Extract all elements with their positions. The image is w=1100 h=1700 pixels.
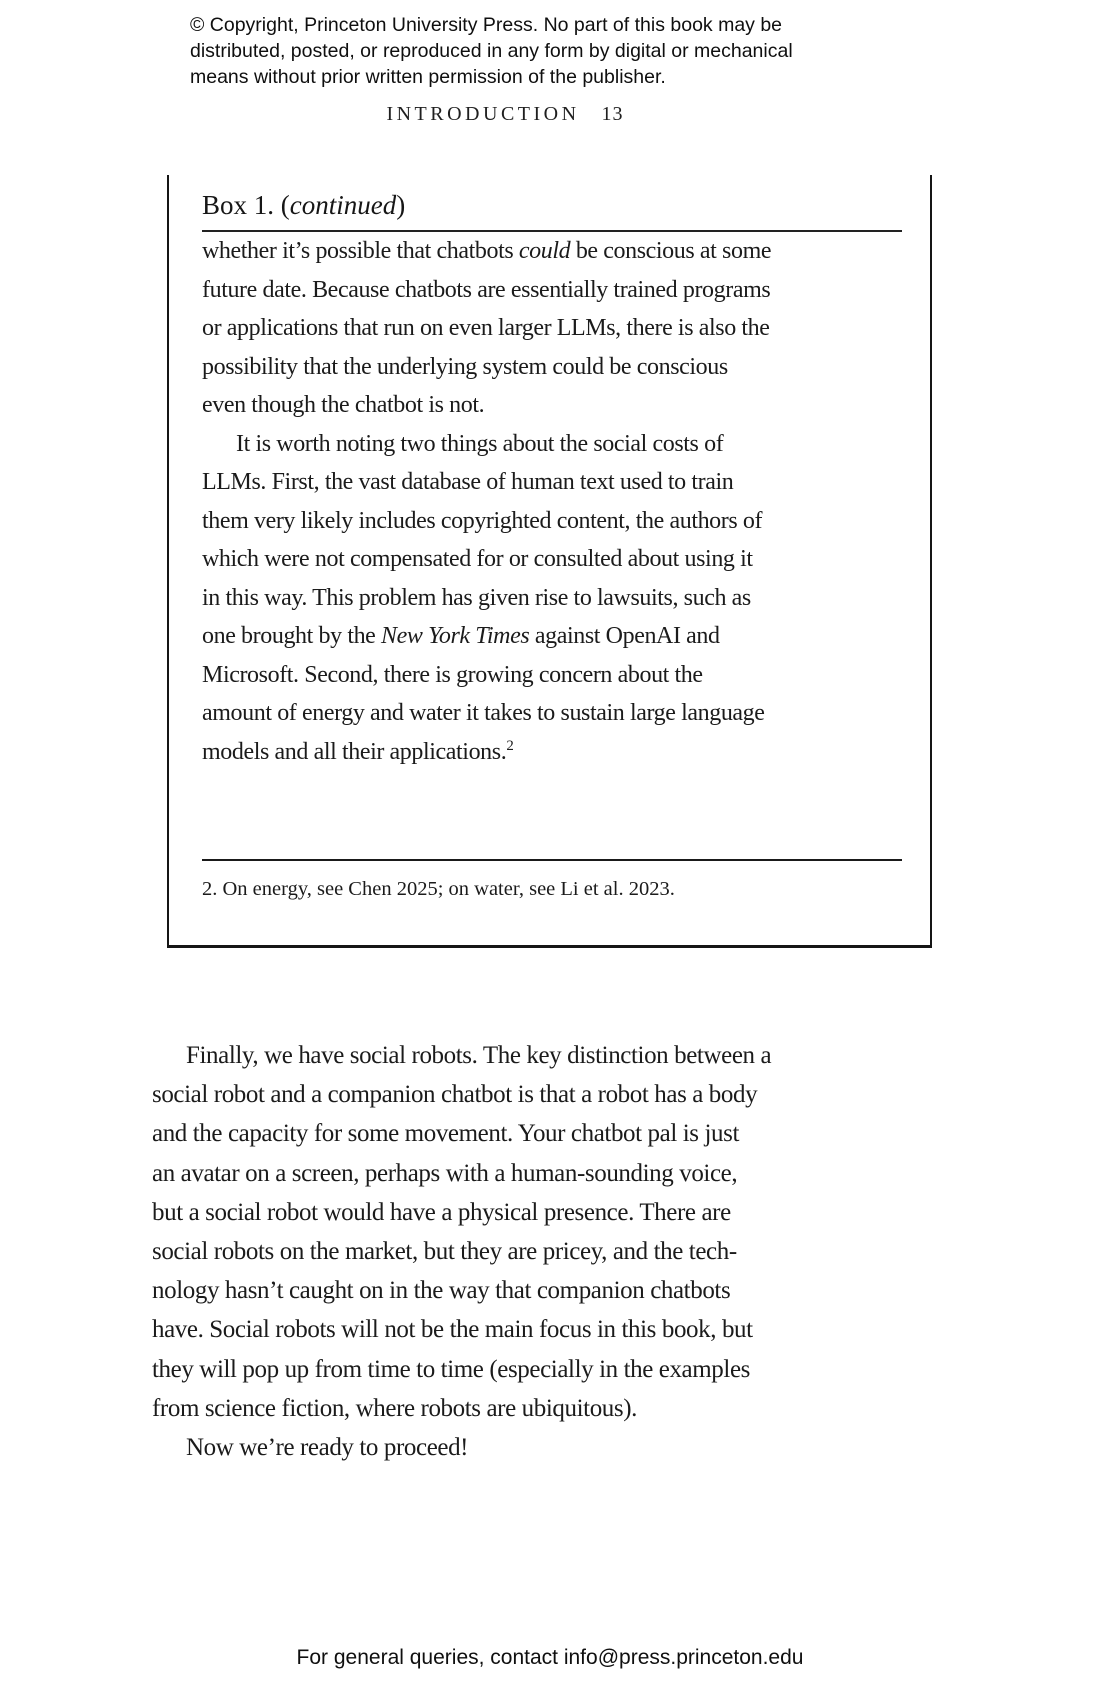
- box-paragraph: [202, 425, 902, 772]
- footnote-separator: [202, 859, 902, 861]
- text-segment: or applications that run on even larger LLMs, there is also the: [202, 315, 770, 341]
- text-line: [202, 271, 902, 310]
- text-line: [202, 694, 902, 733]
- text-segment: nology hasn’t caught on in the way that companion chatbots: [152, 1277, 731, 1305]
- body-paragraph: [152, 1036, 771, 1428]
- text-line: [152, 1271, 771, 1310]
- text-segment: in this way. This problem has given rise to lawsuits, such as: [202, 584, 751, 611]
- text-segment: them very likely includes copyrighted content, the authors of: [202, 507, 763, 534]
- text-segment: whether it’s possible that chatbots: [202, 238, 519, 264]
- text-line: [202, 617, 902, 656]
- text-line: [202, 232, 902, 271]
- text-line: [152, 1350, 771, 1389]
- box-title-continued-label: continued: [289, 190, 397, 220]
- text-line: [152, 1310, 771, 1349]
- text-segment: amount of energy and water it takes to sustain large language: [202, 700, 765, 726]
- running-head-title: INTRODUCTION: [386, 103, 580, 125]
- text-segment: LLMs. First, the vast database of human text used to train: [202, 469, 734, 495]
- box-title: [202, 189, 902, 221]
- text-line: [152, 1389, 771, 1428]
- continued-box: [167, 175, 932, 948]
- body-text: [152, 1036, 771, 1467]
- running-head-page-number: 13: [601, 103, 624, 125]
- text-segment: possibility that the underlying system could be conscious: [202, 353, 728, 380]
- text-segment: which were not compensated for or consulted about using it: [202, 546, 753, 572]
- text-segment: they will pop up from time to time (especially in the examples: [152, 1355, 750, 1383]
- text-segment: Microsoft. Second, there is growing concern about the: [202, 661, 703, 688]
- text-segment: against OpenAI and: [529, 623, 720, 649]
- text-line: [152, 1075, 771, 1114]
- text-segment: even though the chatbot is not.: [202, 392, 485, 418]
- text-line: [152, 1193, 771, 1232]
- text-segment: be conscious at some: [570, 238, 772, 264]
- text-segment: social robot and a companion chatbot is that a robot has a body: [152, 1081, 758, 1109]
- copyright-notice: [190, 12, 793, 90]
- text-line: [202, 540, 902, 579]
- footnote-reference: 2: [506, 737, 514, 754]
- continued-box-content: [169, 175, 930, 902]
- text-segment: but a social robot would have a physical presence. There are: [152, 1198, 731, 1226]
- text-segment: have. Social robots will not be the main focus in this book, but: [152, 1316, 753, 1344]
- text-segment: social robots on the market, but they are pricey, and the tech-: [152, 1238, 737, 1266]
- text-line: [202, 463, 902, 502]
- text-segment: and the capacity for some movement. Your chatbot pal is just: [152, 1120, 739, 1148]
- text-segment: It is worth noting two things about the social costs of: [236, 430, 724, 457]
- text-line: [152, 1428, 771, 1467]
- text-segment: models and all their applications.: [202, 738, 507, 765]
- text-line: [152, 1232, 771, 1271]
- text-line: [152, 1154, 771, 1193]
- text-line: [152, 1036, 771, 1075]
- footnote: 2. On energy, see Chen 2025; on water, see Li et al. 2023.: [202, 878, 675, 900]
- text-segment: Finally, we have social robots. The key distinction between a: [186, 1042, 772, 1069]
- text-line: [202, 733, 902, 772]
- box-title-suffix: ): [396, 190, 406, 220]
- box-title-prefix: Box 1. (: [202, 190, 290, 220]
- text-segment: one brought by the: [202, 623, 382, 649]
- body-paragraph: [152, 1428, 771, 1467]
- text-line: [202, 425, 902, 464]
- italic-text: New York Times: [381, 623, 530, 649]
- running-head: [0, 103, 1010, 126]
- text-line: [202, 579, 902, 618]
- box-paragraph: [202, 232, 902, 425]
- text-segment: from science fiction, where robots are ubiquitous).: [152, 1394, 637, 1422]
- page-footer: For general queries, contact info@press.princeton.edu: [296, 1646, 804, 1669]
- text-line: [202, 348, 902, 387]
- text-line: [202, 656, 902, 695]
- text-line: [152, 1114, 771, 1153]
- text-segment: an avatar on a screen, perhaps with a human-sounding voice,: [152, 1159, 738, 1187]
- text-line: [202, 386, 902, 425]
- copyright-line: © Copyright, Princeton University Press. No part of this book may be: [190, 14, 783, 36]
- text-line: [202, 502, 902, 541]
- text-line: [202, 309, 902, 348]
- text-segment: future date. Because chatbots are essentially trained programs: [202, 276, 771, 303]
- copyright-line: distributed, posted, or reproduced in any form by digital or mechanical: [190, 40, 793, 62]
- copyright-line: means without prior written permission of the publisher.: [190, 66, 666, 88]
- italic-text: could: [518, 238, 571, 264]
- text-segment: Now we’re ready to proceed!: [186, 1434, 469, 1462]
